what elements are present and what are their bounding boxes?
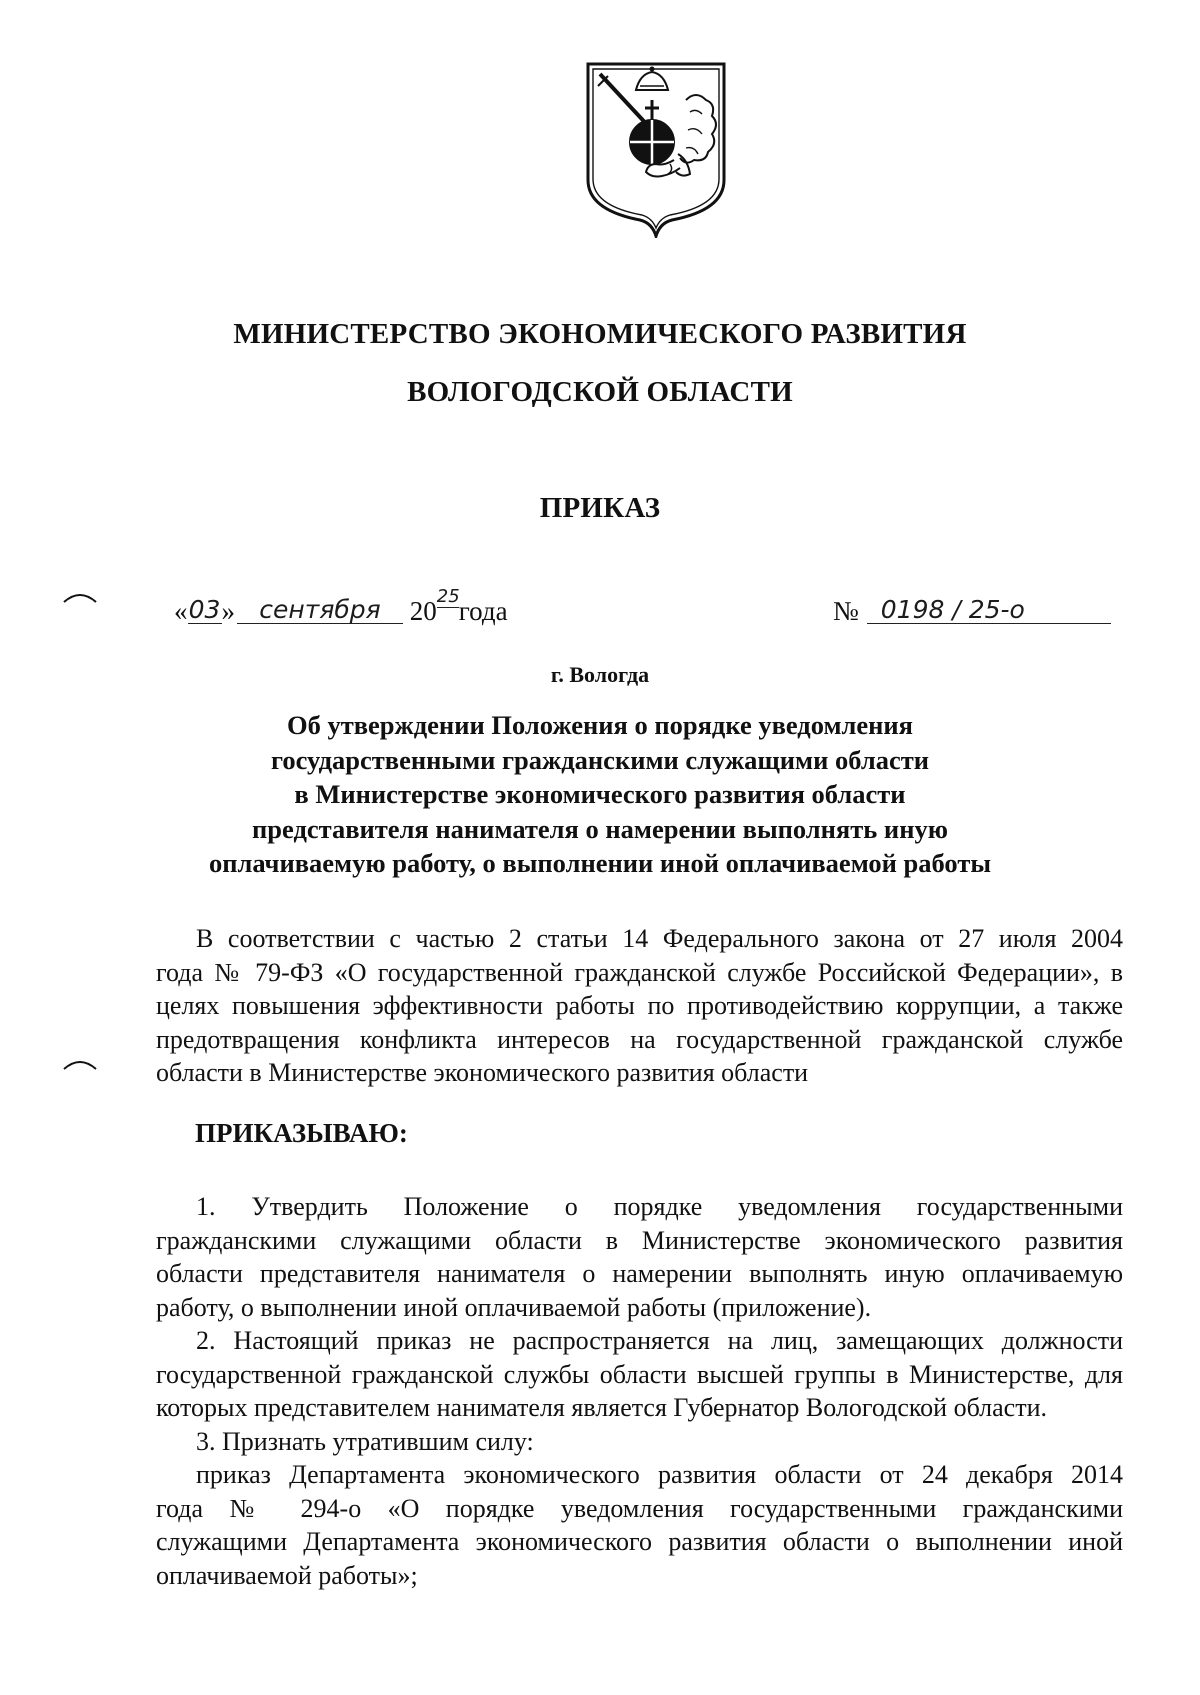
order-items xyxy=(156,1190,1123,1592)
item2-line: 2. Настоящий приказ не распространяется на лиц, замещающих должности xyxy=(196,1326,1123,1355)
preamble xyxy=(156,922,1123,1090)
preamble-line: области в Министерстве экономического развития области xyxy=(156,1058,809,1087)
item1-line: гражданскими служащими области в Министерстве экономического развития xyxy=(156,1225,1123,1255)
title-line: в Министерстве экономического развития области xyxy=(294,779,906,809)
item2-line: которых представителем нанимателя является Губернатор Вологодской области. xyxy=(156,1393,1047,1422)
date-year-word: года xyxy=(458,596,508,626)
item1-line: 1. Утвердить Положение о порядке уведомления государственными xyxy=(196,1192,1123,1221)
vologda-coat-of-arms-icon xyxy=(582,60,730,238)
item3-line: служащими Департамента экономического развития области о выполнении иной xyxy=(156,1527,1123,1556)
title-line: государственными гражданскими служащими области xyxy=(270,744,930,775)
item2-line: государственной гражданской службы области высшей группы в Министерстве, для xyxy=(156,1359,1123,1389)
preamble-line: В соответствии с частью 2 статьи 14 Федерального закона от 27 июля 2004 xyxy=(196,924,1123,953)
margin-mark-icon xyxy=(62,590,98,604)
preamble-line: года № 79-ФЗ «О государственной гражданской службе Российской Федерации», в xyxy=(156,957,1123,987)
date-day: 03 xyxy=(188,595,221,624)
order-title xyxy=(150,708,1050,881)
item3-heading: 3. Признать утратившим силу: xyxy=(196,1426,534,1456)
order-number xyxy=(833,596,1111,627)
preamble-line: целях повышения эффективности работы по противодействию коррупции, а также xyxy=(156,991,1123,1020)
decree-word: ПРИКАЗЫВАЮ: xyxy=(195,1118,408,1148)
ministry-name-line1: МИНИСТЕРСТВО ЭКОНОМИЧЕСКОГО РАЗВИТИЯ xyxy=(233,318,967,350)
date-open-quote: « xyxy=(174,596,188,626)
title-line: представителя нанимателя о намерении выполнять иную xyxy=(252,813,948,844)
number-value: 0198 / 25-о xyxy=(867,597,1111,624)
ministry-name-line2: ВОЛОГОДСКОЙ ОБЛАСТИ xyxy=(407,376,793,408)
margin-mark-icon xyxy=(62,1057,98,1071)
date-year-suffix: 25 xyxy=(436,586,460,607)
item1-line: области представителя нанимателя о намерении выполнять иную оплачиваемую xyxy=(156,1259,1123,1288)
item3-line: приказ Департамента экономического развития области от 24 декабря 2014 xyxy=(196,1460,1123,1489)
item3-line: года № 294-о «О порядке уведомления государственными гражданскими xyxy=(156,1493,1123,1523)
preamble-line: предотвращения конфликта интересов на государственной гражданской службе xyxy=(156,1024,1123,1054)
date-year-prefix: 20 xyxy=(409,596,437,626)
item1-line: работу, о выполнении иной оплачиваемой работы (приложение). xyxy=(156,1292,872,1322)
item3-line: оплачиваемой работы»; xyxy=(156,1560,418,1590)
number-sign: № xyxy=(833,596,859,626)
title-line: оплачиваемую работу, о выполнении иной оплачиваемой работы xyxy=(208,848,992,878)
date-close-quote: » xyxy=(221,596,235,626)
city: г. Вологда xyxy=(550,662,650,687)
document-type: ПРИКАЗ xyxy=(539,492,661,524)
title-line: Об утверждении Положения о порядке уведомления xyxy=(286,710,914,740)
date-month: сентября xyxy=(237,597,403,624)
order-date xyxy=(174,586,508,627)
